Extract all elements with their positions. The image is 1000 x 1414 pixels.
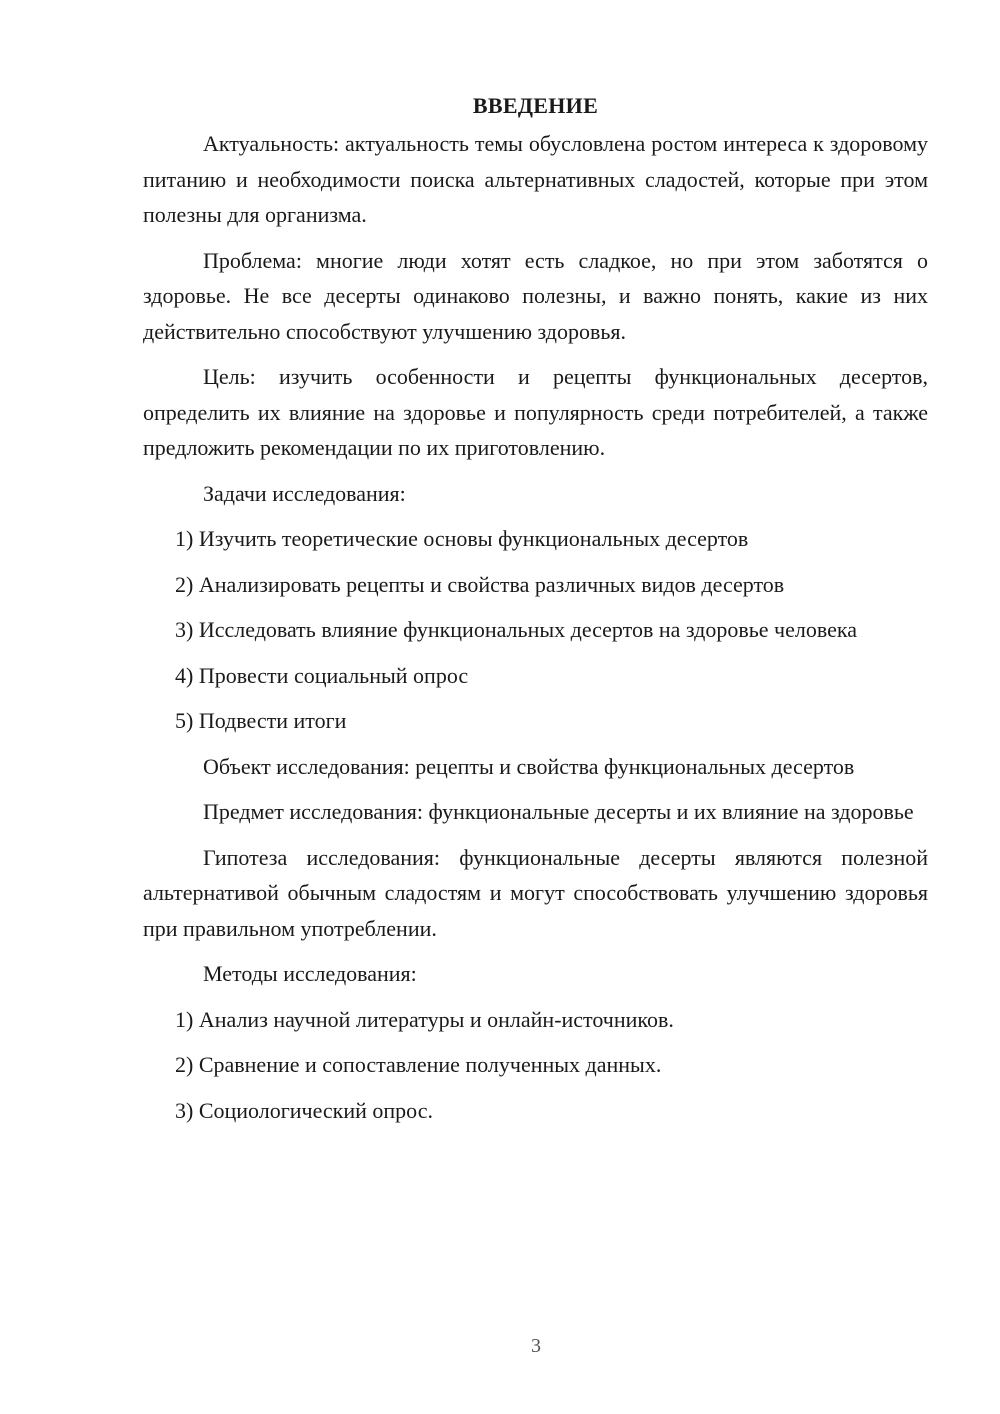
task-item-1: 1) Изучить теоретические основы функциональных десертов <box>175 526 749 551</box>
document-page <box>143 88 928 1138</box>
method-item-2: 2) Сравнение и сопоставление полученных данных. <box>175 1052 662 1077</box>
method-item-1: 1) Анализ научной литературы и онлайн-источников. <box>175 1006 674 1032</box>
page-number: 3 <box>531 1335 541 1357</box>
object-paragraph: Объект исследования: рецепты и свойства функциональных десертов <box>203 753 855 779</box>
problem-paragraph: Проблема: многие люди хотят есть сладкое, но при этом заботятся о здоровье. Не все десерты одинаково полезны, и важно понять, какие из них действительно способствуют улучшению здоровья. <box>143 247 928 344</box>
page-title: ВВЕДЕНИЕ <box>472 93 599 118</box>
task-item-2: 2) Анализировать рецепты и свойства различных видов десертов <box>175 571 785 597</box>
methods-heading: Методы исследования: <box>203 961 417 986</box>
task-item-4: 4) Провести социальный опрос <box>175 662 469 688</box>
hypothesis-paragraph: Гипотеза исследования: функциональные десерты являются полезной альтернативой обычным сладостям и могут способствовать улучшению здоровья при правильном употреблении. <box>143 844 928 941</box>
tasks-heading: Задачи исследования: <box>203 480 406 506</box>
task-item-3: 3) Исследовать влияние функциональных десертов на здоровье человека <box>175 617 858 642</box>
relevance-paragraph: Актуальность: актуальность темы обусловлена ростом интереса к здоровому питанию и необходимости поиска альтернативных сладостей, которые при этом полезны для организма. <box>143 131 928 227</box>
subject-paragraph: Предмет исследования: функциональные десерты и их влияние на здоровье <box>203 799 914 824</box>
task-item-5: 5) Подвести итоги <box>175 708 347 733</box>
goal-paragraph: Цель: изучить особенности и рецепты функциональных десертов, определить их влияние на здоровье и популярность среди потребителей, а также предложить рекомендации по их приготовлению. <box>143 364 928 460</box>
method-item-3: 3) Социологический опрос. <box>175 1097 433 1123</box>
